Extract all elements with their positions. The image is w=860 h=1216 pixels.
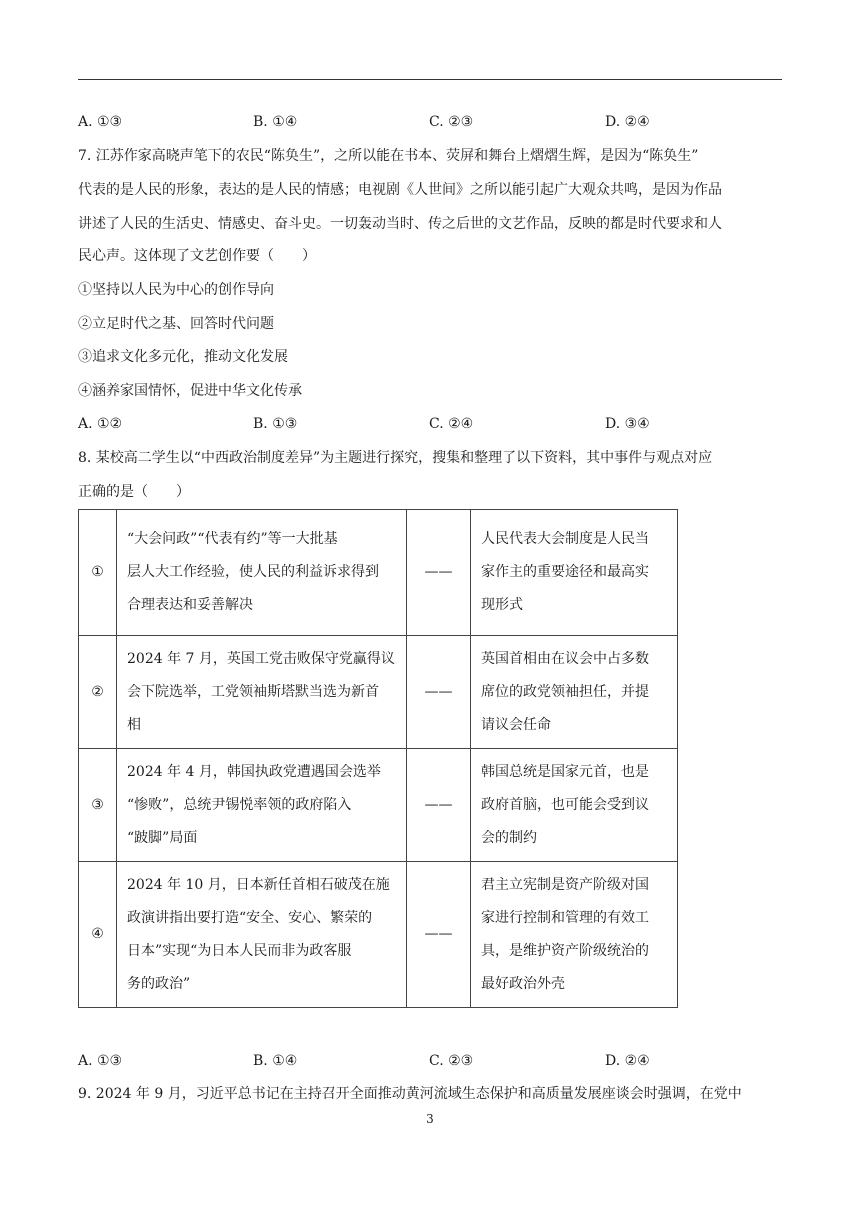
event-cell [117,510,407,636]
view-cell [471,636,678,749]
event-line: 政演讲指出要打造“安全、安心、繁荣的 [127,909,373,926]
view-line: 人民代表大会制度是人民当 [481,531,649,547]
view-cell [471,749,678,862]
q7-statement-4: ④涵养家国情怀，促进中华文化传承 [78,383,302,399]
view-line: 君主立宪制是资产阶级对国 [481,876,649,893]
event-cell [117,862,407,1008]
event-line: 2024 年 4 月，韩国执政党遭遇国会选举 [127,763,381,780]
q8-option-b: B. ①④ [253,1053,298,1069]
event-line: 会下院选举，工党领袖斯塔默当选为新首 [127,683,379,700]
header-rule [78,79,782,80]
view-line: 请议会任命 [481,716,551,733]
q6-option-a: A. ①③ [78,114,123,130]
event-line: “大会问政”“代表有约”等一大批基 [127,531,338,547]
q6-options [78,112,782,132]
table-row [79,749,678,862]
event-cell [117,636,407,749]
event-line: 2024 年 10 月，日本新任首相石破茂在施 [127,876,390,893]
q7-option-c: C. ②④ [429,416,474,432]
view-line: 英国首相由在议会中占多数 [481,650,649,667]
view-line: 具，是维护资产阶级统治的 [481,942,649,959]
q7-options [78,414,782,434]
event-line: 日本”实现“为日本人民而非为政客服 [127,942,352,959]
q6-option-d: D. ②④ [605,114,650,130]
q7-option-a: A. ①② [78,416,123,432]
event-line: “惨败”，总统尹锡悦率领的政府陷入 [127,796,352,813]
table-row [79,510,678,636]
event-line: 相 [127,716,141,733]
q8-stem-line-1: 8. 某校高二学生以“中西政治制度差异”为主题进行探究，搜集和整理了以下资料，其中事件与观点对应 [78,450,713,466]
event-line: 2024 年 7 月，英国工党击败保守党赢得议 [127,650,395,667]
q7-option-d: D. ③④ [605,416,650,432]
view-line: 席位的政党领袖担任，并提 [481,683,649,700]
q7-stem-line-2: 代表的是人民的形象，表达的是人民的情感；电视剧《人世间》之所以能引起广大观众共鸣，是因为作品 [78,182,722,198]
q8-options [78,1051,782,1071]
q7-statement-3: ③追求文化多元化，推动文化发展 [78,349,288,365]
dash-cell: —— [407,510,471,636]
q7-stem-line-3: 讲述了人民的生活史、情感史、奋斗史。一切轰动当时、传之后世的文艺作品，反映的都是时代要求和人 [78,216,722,232]
q7-statement-2: ②立足时代之基、回答时代问题 [78,316,274,332]
q8-option-a: A. ①③ [78,1053,123,1069]
q9-stem-line-1: 9. 2024 年 9 月，习近平总书记在主持召开全面推动黄河流域生态保护和高质量发展座谈会时强调，在党中 [78,1086,742,1102]
row-number: ④ [79,862,117,1008]
event-line: “跛脚”局面 [127,829,198,846]
view-line: 家进行控制和管理的有效工 [481,909,649,926]
view-cell [471,862,678,1008]
q8-option-d: D. ②④ [605,1053,650,1069]
event-line: 层人大工作经验，使人民的利益诉求得到 [127,564,379,580]
view-line: 韩国总统是国家元首，也是 [481,763,649,780]
dash-cell: —— [407,862,471,1008]
table-row [79,636,678,749]
row-number: ③ [79,749,117,862]
q6-option-b: B. ①④ [253,114,298,130]
event-cell [117,749,407,862]
view-line: 会的制约 [481,829,537,846]
event-line: 务的政治” [127,975,191,992]
view-cell [471,510,678,636]
q7-option-b: B. ①③ [253,416,298,432]
row-number: ① [79,510,117,636]
view-line: 最好政治外壳 [481,975,565,992]
table-row [79,862,678,1008]
row-number: ② [79,636,117,749]
q7-stem-line-4: 民心声。这体现了文艺创作要（ ） [78,248,316,264]
view-line: 现形式 [481,597,523,613]
q7-stem-line-1: 7. 江苏作家高晓声笔下的农民“陈奂生”，之所以能在书本、荧屏和舞台上熠熠生辉，是因为“陈奂生” [78,148,699,164]
q8-table [78,509,678,1008]
dash-cell: —— [407,749,471,862]
dash-cell: —— [407,636,471,749]
q8-option-c: C. ②③ [429,1053,474,1069]
q8-stem-line-2: 正确的是（ ） [78,484,190,500]
view-line: 政府首脑，也可能会受到议 [481,796,649,813]
event-line: 合理表达和妥善解决 [127,597,253,613]
q6-option-c: C. ②③ [429,114,474,130]
page-number: 3 [426,1112,434,1126]
q7-statement-1: ①坚持以人民为中心的创作导向 [78,282,274,298]
view-line: 家作主的重要途径和最高实 [481,564,649,580]
